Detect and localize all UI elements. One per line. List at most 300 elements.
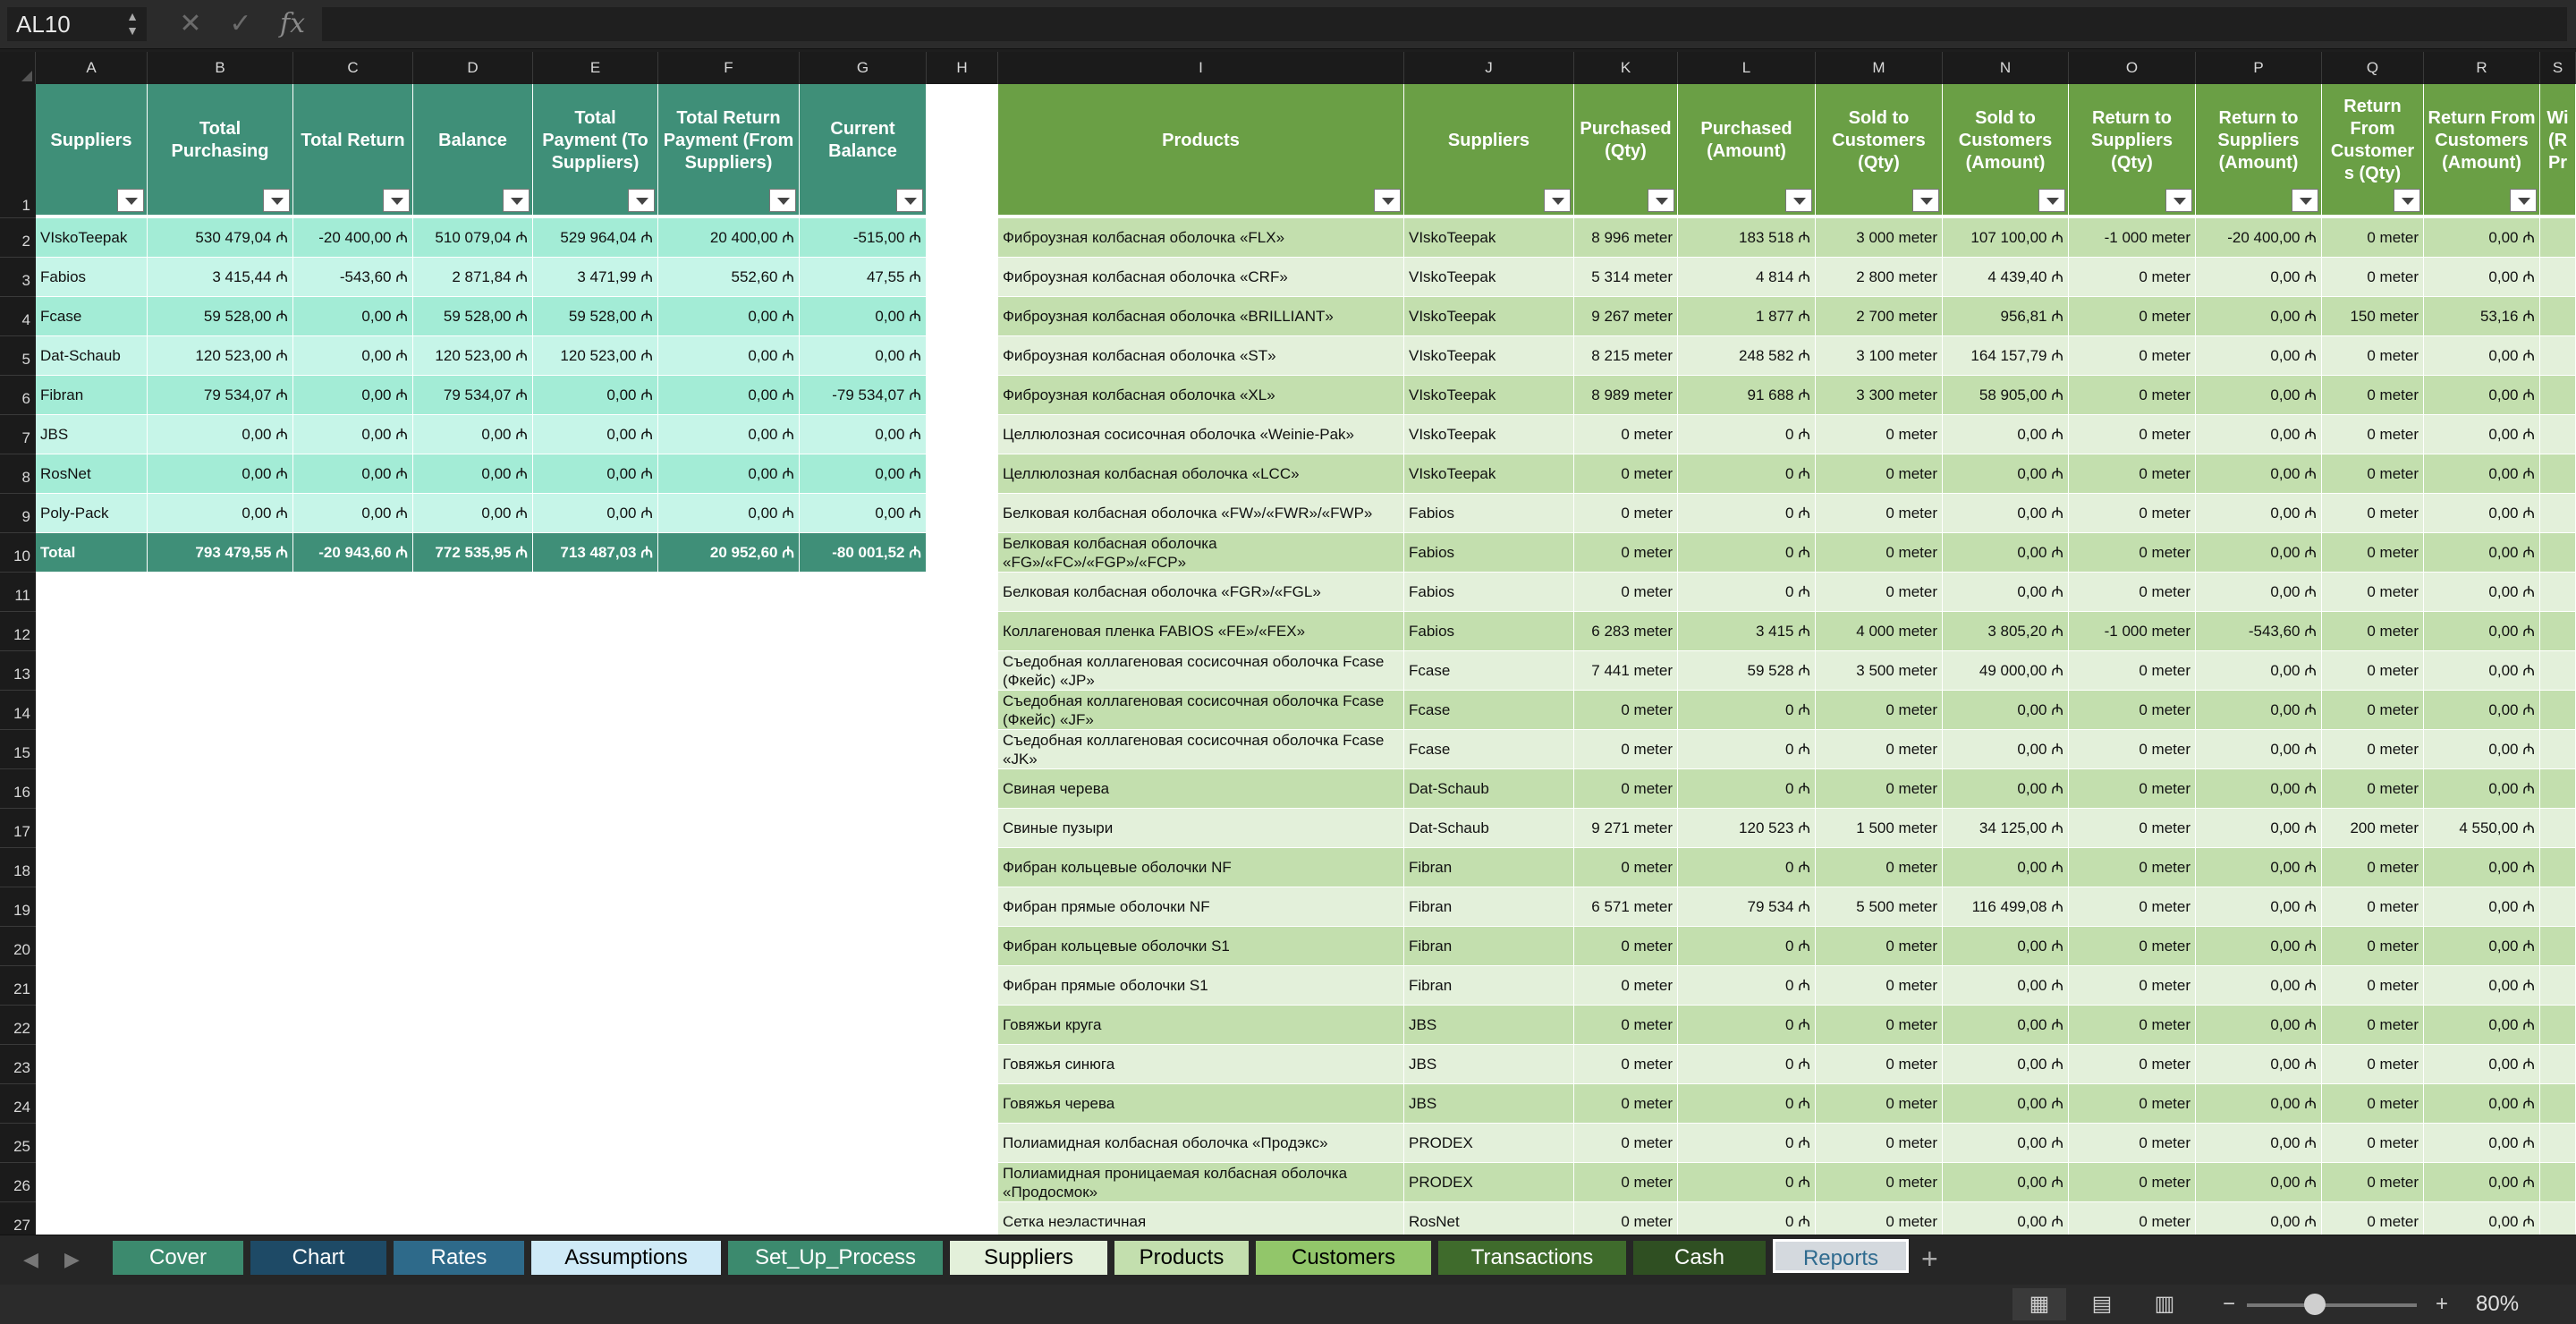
value-cell[interactable]: 0 meter xyxy=(1816,966,1943,1006)
value-cell[interactable]: 0 meter xyxy=(1816,1006,1943,1045)
value-cell[interactable]: 116 499,08 ₼ xyxy=(1943,887,2069,927)
value-cell[interactable]: 3 500 meter xyxy=(1816,651,1943,691)
value-cell[interactable] xyxy=(2540,1084,2576,1124)
row-header[interactable]: 13 xyxy=(0,651,36,691)
row-header[interactable]: 21 xyxy=(0,966,36,1006)
value-cell[interactable]: 2 700 meter xyxy=(1816,297,1943,336)
column-header-j[interactable]: J xyxy=(1404,52,1574,84)
value-cell[interactable]: 0,00 ₼ xyxy=(800,454,927,494)
value-cell[interactable]: 0,00 ₼ xyxy=(148,415,293,454)
value-cell[interactable]: 1 877 ₼ xyxy=(1678,297,1816,336)
value-cell[interactable]: -543,60 ₼ xyxy=(2196,612,2322,651)
value-cell[interactable]: 6 283 meter xyxy=(1574,612,1678,651)
supplier-name-cell[interactable]: RosNet xyxy=(36,454,148,494)
value-cell[interactable]: 0,00 ₼ xyxy=(2424,691,2540,730)
value-cell[interactable]: 0 meter xyxy=(2322,730,2424,769)
value-cell[interactable] xyxy=(2540,258,2576,297)
value-cell[interactable]: 0,00 ₼ xyxy=(1943,730,2069,769)
page-layout-view-icon[interactable]: ▤ xyxy=(2091,1292,2113,1316)
product-name-cell[interactable]: Целлюлозная колбасная оболочка «LCC» xyxy=(998,454,1404,494)
product-name-cell[interactable]: Фибран кольцевые оболочки S1 xyxy=(998,927,1404,966)
value-cell[interactable]: 0,00 ₼ xyxy=(658,415,800,454)
value-cell[interactable]: 0,00 ₼ xyxy=(1943,1084,2069,1124)
column-header-e[interactable]: E xyxy=(533,52,658,84)
value-cell[interactable]: 0 ₼ xyxy=(1678,848,1816,887)
product-name-cell[interactable]: Фибран прямые оболочки S1 xyxy=(998,966,1404,1006)
column-header-a[interactable]: A xyxy=(36,52,148,84)
total-label-cell[interactable]: Total xyxy=(36,533,148,573)
value-cell[interactable]: 0,00 ₼ xyxy=(2424,258,2540,297)
product-name-cell[interactable]: Фибран кольцевые оболочки NF xyxy=(998,848,1404,887)
supplier-cell[interactable]: PRODEX xyxy=(1404,1163,1574,1202)
value-cell[interactable]: 0 meter xyxy=(1816,927,1943,966)
value-cell[interactable]: 0 meter xyxy=(2069,769,2196,809)
value-cell[interactable] xyxy=(2540,1006,2576,1045)
value-cell[interactable]: -543,60 ₼ xyxy=(293,258,413,297)
product-name-cell[interactable]: Сетка неэластичная xyxy=(998,1202,1404,1235)
filter-dropdown-icon[interactable] xyxy=(2038,189,2065,212)
value-cell[interactable]: 0,00 ₼ xyxy=(293,297,413,336)
column-header-c[interactable]: C xyxy=(293,52,413,84)
value-cell[interactable]: 0,00 ₼ xyxy=(800,494,927,533)
value-cell[interactable] xyxy=(2540,336,2576,376)
value-cell[interactable]: 0 meter xyxy=(1574,1084,1678,1124)
value-cell[interactable]: 0 ₼ xyxy=(1678,415,1816,454)
row-header[interactable]: 5 xyxy=(0,336,36,376)
value-cell[interactable]: 0 meter xyxy=(2322,376,2424,415)
row-header[interactable]: 6 xyxy=(0,376,36,415)
value-cell[interactable]: 0,00 ₼ xyxy=(413,494,533,533)
name-box-stepper-icon[interactable]: ▲ ▼ xyxy=(126,9,139,38)
product-name-cell[interactable]: Коллагеновая пленка FABIOS «FE»/«FEX» xyxy=(998,612,1404,651)
value-cell[interactable]: 164 157,79 ₼ xyxy=(1943,336,2069,376)
value-cell[interactable]: 0,00 ₼ xyxy=(2196,887,2322,927)
product-name-cell[interactable]: Говяжья синюга xyxy=(998,1045,1404,1084)
product-name-cell[interactable]: Съедобная коллагеновая сосисочная оболочка Fcase (Фкейс) «JF» xyxy=(998,691,1404,730)
value-cell[interactable]: 107 100,00 ₼ xyxy=(1943,218,2069,258)
value-cell[interactable]: 6 571 meter xyxy=(1574,887,1678,927)
value-cell[interactable] xyxy=(2540,691,2576,730)
value-cell[interactable]: 0,00 ₼ xyxy=(658,376,800,415)
value-cell[interactable]: 0 meter xyxy=(2322,454,2424,494)
product-name-cell[interactable]: Съедобная коллагеновая сосисочная оболочка Fcase (Фкейс) «JP» xyxy=(998,651,1404,691)
value-cell[interactable]: 0 meter xyxy=(1574,533,1678,573)
value-cell[interactable]: 4 814 ₼ xyxy=(1678,258,1816,297)
value-cell[interactable] xyxy=(2540,809,2576,848)
supplier-cell[interactable]: VIskoTeepak xyxy=(1404,258,1574,297)
value-cell[interactable]: 0 ₼ xyxy=(1678,769,1816,809)
column-header-s[interactable]: S xyxy=(2540,52,2576,84)
value-cell[interactable]: 0,00 ₼ xyxy=(2196,730,2322,769)
value-cell[interactable]: 0 meter xyxy=(2322,533,2424,573)
value-cell[interactable]: 0 meter xyxy=(1574,573,1678,612)
filter-dropdown-icon[interactable] xyxy=(1544,189,1571,212)
value-cell[interactable]: 0,00 ₼ xyxy=(2196,1202,2322,1235)
value-cell[interactable]: 0,00 ₼ xyxy=(2196,1163,2322,1202)
column-header-g[interactable]: G xyxy=(800,52,927,84)
value-cell[interactable]: 0,00 ₼ xyxy=(2424,769,2540,809)
value-cell[interactable]: -20 400,00 ₼ xyxy=(293,218,413,258)
product-name-cell[interactable]: Говяжьи круга xyxy=(998,1006,1404,1045)
value-cell[interactable]: 0 meter xyxy=(2069,336,2196,376)
value-cell[interactable]: 0 ₼ xyxy=(1678,966,1816,1006)
filter-dropdown-icon[interactable] xyxy=(1648,189,1674,212)
supplier-cell[interactable]: VIskoTeepak xyxy=(1404,454,1574,494)
value-cell[interactable]: 0,00 ₼ xyxy=(1943,415,2069,454)
row-header[interactable]: 24 xyxy=(0,1084,36,1124)
value-cell[interactable]: 0 meter xyxy=(2322,887,2424,927)
value-cell[interactable] xyxy=(2540,573,2576,612)
value-cell[interactable]: 0,00 ₼ xyxy=(2196,376,2322,415)
value-cell[interactable] xyxy=(2540,218,2576,258)
page-break-view-icon[interactable]: ▥ xyxy=(2154,1292,2175,1316)
value-cell[interactable]: 0 ₼ xyxy=(1678,1124,1816,1163)
value-cell[interactable]: 0 meter xyxy=(2322,1163,2424,1202)
value-cell[interactable]: -20 400,00 ₼ xyxy=(2196,218,2322,258)
value-cell[interactable]: 0,00 ₼ xyxy=(2424,454,2540,494)
total-value-cell[interactable]: 772 535,95 ₼ xyxy=(413,533,533,573)
value-cell[interactable]: 0,00 ₼ xyxy=(2424,376,2540,415)
column-header-f[interactable]: F xyxy=(658,52,800,84)
supplier-cell[interactable]: Fabios xyxy=(1404,573,1574,612)
value-cell[interactable]: 0 meter xyxy=(1816,533,1943,573)
value-cell[interactable]: 0,00 ₼ xyxy=(2196,1124,2322,1163)
row-header[interactable]: 7 xyxy=(0,415,36,454)
value-cell[interactable]: 5 500 meter xyxy=(1816,887,1943,927)
value-cell[interactable]: 0 meter xyxy=(1574,1006,1678,1045)
value-cell[interactable]: 0,00 ₼ xyxy=(533,376,658,415)
sheet-tab-chart[interactable]: Chart xyxy=(250,1241,386,1275)
row-header[interactable]: 17 xyxy=(0,809,36,848)
value-cell[interactable]: 0 meter xyxy=(2069,454,2196,494)
row-header[interactable]: 1 xyxy=(0,84,36,218)
column-header-r[interactable]: R xyxy=(2424,52,2540,84)
value-cell[interactable]: 0 meter xyxy=(2069,651,2196,691)
value-cell[interactable]: 0,00 ₼ xyxy=(148,454,293,494)
scroll-right-icon[interactable]: ▶ xyxy=(64,1248,80,1270)
value-cell[interactable]: 59 528,00 ₼ xyxy=(148,297,293,336)
value-cell[interactable]: 0 meter xyxy=(2069,258,2196,297)
value-cell[interactable]: 0,00 ₼ xyxy=(293,336,413,376)
supplier-cell[interactable]: Fibran xyxy=(1404,966,1574,1006)
value-cell[interactable]: 0 ₼ xyxy=(1678,494,1816,533)
value-cell[interactable]: 0 meter xyxy=(2069,809,2196,848)
value-cell[interactable]: 0,00 ₼ xyxy=(2424,573,2540,612)
supplier-cell[interactable]: JBS xyxy=(1404,1006,1574,1045)
value-cell[interactable] xyxy=(2540,1202,2576,1235)
value-cell[interactable]: 59 528,00 ₼ xyxy=(533,297,658,336)
row-header[interactable]: 15 xyxy=(0,730,36,769)
value-cell[interactable]: 0 ₼ xyxy=(1678,927,1816,966)
row-header[interactable]: 27 xyxy=(0,1202,36,1235)
value-cell[interactable]: 0 meter xyxy=(1574,769,1678,809)
value-cell[interactable]: 79 534 ₼ xyxy=(1678,887,1816,927)
value-cell[interactable]: -1 000 meter xyxy=(2069,218,2196,258)
supplier-cell[interactable]: Dat-Schaub xyxy=(1404,809,1574,848)
value-cell[interactable]: 0,00 ₼ xyxy=(1943,533,2069,573)
value-cell[interactable]: 0 meter xyxy=(2069,297,2196,336)
filter-dropdown-icon[interactable] xyxy=(503,189,530,212)
sheet-tab-transactions[interactable]: Transactions xyxy=(1438,1241,1626,1275)
value-cell[interactable] xyxy=(2540,1163,2576,1202)
total-value-cell[interactable]: -80 001,52 ₼ xyxy=(800,533,927,573)
value-cell[interactable]: 0,00 ₼ xyxy=(2196,769,2322,809)
scroll-left-icon[interactable]: ◀ xyxy=(23,1248,38,1270)
value-cell[interactable]: 8 996 meter xyxy=(1574,218,1678,258)
zoom-out-icon[interactable]: − xyxy=(2222,1292,2235,1316)
zoom-slider-thumb[interactable] xyxy=(2304,1294,2326,1315)
value-cell[interactable]: 0 meter xyxy=(2322,1045,2424,1084)
value-cell[interactable]: 0 meter xyxy=(1574,1045,1678,1084)
value-cell[interactable]: 0,00 ₼ xyxy=(2424,1084,2540,1124)
value-cell[interactable]: 0 meter xyxy=(2322,612,2424,651)
value-cell[interactable]: 0,00 ₼ xyxy=(2196,494,2322,533)
value-cell[interactable]: 91 688 ₼ xyxy=(1678,376,1816,415)
value-cell[interactable]: 0,00 ₼ xyxy=(2424,415,2540,454)
value-cell[interactable]: 0 meter xyxy=(2322,1202,2424,1235)
value-cell[interactable]: 0 meter xyxy=(2069,927,2196,966)
value-cell[interactable]: 0,00 ₼ xyxy=(2424,612,2540,651)
row-header[interactable]: 4 xyxy=(0,297,36,336)
function-icon[interactable]: fx xyxy=(279,8,306,39)
value-cell[interactable]: 120 523,00 ₼ xyxy=(148,336,293,376)
value-cell[interactable]: 0,00 ₼ xyxy=(1943,966,2069,1006)
row-header[interactable]: 23 xyxy=(0,1045,36,1084)
value-cell[interactable]: 0 meter xyxy=(2322,415,2424,454)
value-cell[interactable] xyxy=(2540,887,2576,927)
value-cell[interactable]: 150 meter xyxy=(2322,297,2424,336)
value-cell[interactable] xyxy=(2540,966,2576,1006)
row-header[interactable]: 18 xyxy=(0,848,36,887)
value-cell[interactable]: 0 meter xyxy=(1816,1202,1943,1235)
value-cell[interactable]: 0,00 ₼ xyxy=(148,494,293,533)
value-cell[interactable]: 49 000,00 ₼ xyxy=(1943,651,2069,691)
product-name-cell[interactable]: Говяжья черева xyxy=(998,1084,1404,1124)
value-cell[interactable]: 3 415,44 ₼ xyxy=(148,258,293,297)
product-name-cell[interactable]: Фиброузная колбасная оболочка «FLX» xyxy=(998,218,1404,258)
value-cell[interactable]: 510 079,04 ₼ xyxy=(413,218,533,258)
value-cell[interactable]: 3 100 meter xyxy=(1816,336,1943,376)
value-cell[interactable]: 0 meter xyxy=(1574,1163,1678,1202)
value-cell[interactable]: 0,00 ₼ xyxy=(1943,848,2069,887)
value-cell[interactable]: 0,00 ₼ xyxy=(2196,966,2322,1006)
row-header[interactable]: 8 xyxy=(0,454,36,494)
value-cell[interactable]: 0 meter xyxy=(2322,691,2424,730)
product-name-cell[interactable]: Полиамидная колбасная оболочка «Продэкс» xyxy=(998,1124,1404,1163)
value-cell[interactable]: 0 meter xyxy=(2069,1084,2196,1124)
supplier-cell[interactable]: Fibran xyxy=(1404,848,1574,887)
value-cell[interactable]: 0,00 ₼ xyxy=(1943,1006,2069,1045)
value-cell[interactable]: 0,00 ₼ xyxy=(2196,573,2322,612)
value-cell[interactable]: 0,00 ₼ xyxy=(2196,1045,2322,1084)
filter-dropdown-icon[interactable] xyxy=(2165,189,2192,212)
value-cell[interactable]: 0,00 ₼ xyxy=(800,297,927,336)
supplier-cell[interactable]: Fcase xyxy=(1404,691,1574,730)
value-cell[interactable]: 0,00 ₼ xyxy=(2424,1163,2540,1202)
supplier-name-cell[interactable]: Dat-Schaub xyxy=(36,336,148,376)
value-cell[interactable]: 0 meter xyxy=(1816,848,1943,887)
product-name-cell[interactable]: Белковая колбасная оболочка «FW»/«FWR»/«FWP» xyxy=(998,494,1404,533)
value-cell[interactable]: 0,00 ₼ xyxy=(2196,415,2322,454)
value-cell[interactable]: 0 meter xyxy=(1816,730,1943,769)
value-cell[interactable]: 0,00 ₼ xyxy=(2196,258,2322,297)
value-cell[interactable]: 4 439,40 ₼ xyxy=(1943,258,2069,297)
value-cell[interactable]: 0 ₼ xyxy=(1678,573,1816,612)
value-cell[interactable]: 0,00 ₼ xyxy=(658,454,800,494)
value-cell[interactable]: 0,00 ₼ xyxy=(2196,651,2322,691)
value-cell[interactable]: 0,00 ₼ xyxy=(1943,927,2069,966)
value-cell[interactable]: 0 meter xyxy=(1816,415,1943,454)
sheet-tab-rates[interactable]: Rates xyxy=(394,1241,524,1275)
value-cell[interactable]: 0,00 ₼ xyxy=(2196,1006,2322,1045)
value-cell[interactable]: 0 meter xyxy=(1816,454,1943,494)
value-cell[interactable]: 0 meter xyxy=(2322,258,2424,297)
zoom-slider[interactable] xyxy=(2247,1303,2417,1307)
value-cell[interactable]: 0,00 ₼ xyxy=(2196,454,2322,494)
value-cell[interactable]: 0,00 ₼ xyxy=(2196,336,2322,376)
value-cell[interactable]: 5 314 meter xyxy=(1574,258,1678,297)
value-cell[interactable]: 0 meter xyxy=(1574,1202,1678,1235)
supplier-name-cell[interactable]: JBS xyxy=(36,415,148,454)
value-cell[interactable] xyxy=(2540,1045,2576,1084)
total-value-cell[interactable]: 793 479,55 ₼ xyxy=(148,533,293,573)
value-cell[interactable]: 0,00 ₼ xyxy=(293,376,413,415)
row-header[interactable]: 26 xyxy=(0,1163,36,1202)
sheet-tab-assumptions[interactable]: Assumptions xyxy=(531,1241,721,1275)
value-cell[interactable]: 0 meter xyxy=(1816,1084,1943,1124)
value-cell[interactable]: 47,55 ₼ xyxy=(800,258,927,297)
supplier-cell[interactable]: Fabios xyxy=(1404,612,1574,651)
value-cell[interactable]: 200 meter xyxy=(2322,809,2424,848)
value-cell[interactable]: 0 meter xyxy=(2069,1163,2196,1202)
row-header[interactable]: 25 xyxy=(0,1124,36,1163)
total-value-cell[interactable]: -20 943,60 ₼ xyxy=(293,533,413,573)
value-cell[interactable]: 0,00 ₼ xyxy=(1943,494,2069,533)
column-header-h[interactable]: H xyxy=(927,52,998,84)
row-header[interactable]: 10 xyxy=(0,533,36,573)
value-cell[interactable]: 0 meter xyxy=(1574,730,1678,769)
value-cell[interactable]: 0,00 ₼ xyxy=(293,454,413,494)
value-cell[interactable]: 0,00 ₼ xyxy=(658,297,800,336)
value-cell[interactable]: 34 125,00 ₼ xyxy=(1943,809,2069,848)
value-cell[interactable]: 4 550,00 ₼ xyxy=(2424,809,2540,848)
value-cell[interactable]: 0,00 ₼ xyxy=(2424,336,2540,376)
value-cell[interactable]: 0 meter xyxy=(2322,651,2424,691)
value-cell[interactable]: 53,16 ₼ xyxy=(2424,297,2540,336)
select-all-corner[interactable] xyxy=(0,52,36,84)
value-cell[interactable]: 0 meter xyxy=(2069,848,2196,887)
filter-dropdown-icon[interactable] xyxy=(1912,189,1939,212)
value-cell[interactable]: 0,00 ₼ xyxy=(2196,927,2322,966)
value-cell[interactable]: 0,00 ₼ xyxy=(2196,1084,2322,1124)
supplier-cell[interactable]: VIskoTeepak xyxy=(1404,336,1574,376)
value-cell[interactable]: 0 ₼ xyxy=(1678,691,1816,730)
value-cell[interactable]: 0 meter xyxy=(1816,1163,1943,1202)
value-cell[interactable]: 0 meter xyxy=(2069,1124,2196,1163)
value-cell[interactable] xyxy=(2540,297,2576,336)
value-cell[interactable]: 0,00 ₼ xyxy=(293,415,413,454)
row-header[interactable]: 9 xyxy=(0,494,36,533)
sheet-tab-reports[interactable]: Reports xyxy=(1773,1239,1909,1273)
value-cell[interactable]: 0,00 ₼ xyxy=(2424,848,2540,887)
value-cell[interactable]: 0 meter xyxy=(1816,769,1943,809)
value-cell[interactable]: 0 meter xyxy=(2069,533,2196,573)
column-header-m[interactable]: M xyxy=(1816,52,1943,84)
value-cell[interactable]: 0,00 ₼ xyxy=(533,415,658,454)
value-cell[interactable]: 0,00 ₼ xyxy=(800,415,927,454)
value-cell[interactable]: 529 964,04 ₼ xyxy=(533,218,658,258)
value-cell[interactable]: 2 800 meter xyxy=(1816,258,1943,297)
value-cell[interactable]: 0 ₼ xyxy=(1678,1163,1816,1202)
value-cell[interactable] xyxy=(2540,848,2576,887)
value-cell[interactable]: 8 215 meter xyxy=(1574,336,1678,376)
row-header[interactable]: 14 xyxy=(0,691,36,730)
row-header[interactable]: 19 xyxy=(0,887,36,927)
value-cell[interactable]: 0,00 ₼ xyxy=(658,494,800,533)
cancel-icon[interactable]: ✕ xyxy=(179,9,202,38)
value-cell[interactable]: 0,00 ₼ xyxy=(1943,1163,2069,1202)
value-cell[interactable]: 0 meter xyxy=(1574,966,1678,1006)
value-cell[interactable]: 59 528,00 ₼ xyxy=(413,297,533,336)
value-cell[interactable]: 0,00 ₼ xyxy=(2196,533,2322,573)
column-header-l[interactable]: L xyxy=(1678,52,1816,84)
value-cell[interactable]: 0 meter xyxy=(2069,887,2196,927)
column-header-o[interactable]: O xyxy=(2069,52,2196,84)
column-header-i[interactable]: I xyxy=(998,52,1404,84)
filter-dropdown-icon[interactable] xyxy=(263,189,290,212)
value-cell[interactable]: 0,00 ₼ xyxy=(2424,887,2540,927)
value-cell[interactable]: 0,00 ₼ xyxy=(533,454,658,494)
total-value-cell[interactable]: 20 952,60 ₼ xyxy=(658,533,800,573)
value-cell[interactable]: 0,00 ₼ xyxy=(658,336,800,376)
value-cell[interactable]: 0 meter xyxy=(2322,336,2424,376)
value-cell[interactable] xyxy=(2540,612,2576,651)
supplier-cell[interactable]: Fabios xyxy=(1404,494,1574,533)
value-cell[interactable]: 0 meter xyxy=(1574,848,1678,887)
row-header[interactable]: 12 xyxy=(0,612,36,651)
product-name-cell[interactable]: Фиброузная колбасная оболочка «ST» xyxy=(998,336,1404,376)
row-header[interactable]: 11 xyxy=(0,573,36,612)
row-header[interactable]: 20 xyxy=(0,927,36,966)
sheet-tab-suppliers[interactable]: Suppliers xyxy=(950,1241,1107,1275)
value-cell[interactable]: 0,00 ₼ xyxy=(2424,966,2540,1006)
spreadsheet-grid[interactable] xyxy=(0,52,2576,1235)
product-name-cell[interactable]: Съедобная коллагеновая сосисочная оболочка Fcase «JK» xyxy=(998,730,1404,769)
supplier-cell[interactable]: JBS xyxy=(1404,1045,1574,1084)
zoom-in-icon[interactable]: + xyxy=(2435,1292,2448,1316)
column-header-b[interactable]: B xyxy=(148,52,293,84)
column-header-d[interactable]: D xyxy=(413,52,533,84)
filter-dropdown-icon[interactable] xyxy=(1785,189,1812,212)
supplier-cell[interactable]: VIskoTeepak xyxy=(1404,218,1574,258)
value-cell[interactable]: 0 meter xyxy=(1574,454,1678,494)
product-name-cell[interactable]: Полиамидная проницаемая колбасная оболочка «Продосмок» xyxy=(998,1163,1404,1202)
value-cell[interactable]: 0 meter xyxy=(2069,1006,2196,1045)
value-cell[interactable]: 0 meter xyxy=(1574,691,1678,730)
value-cell[interactable]: 0 meter xyxy=(2322,966,2424,1006)
supplier-cell[interactable]: Dat-Schaub xyxy=(1404,769,1574,809)
value-cell[interactable]: 0,00 ₼ xyxy=(1943,1202,2069,1235)
value-cell[interactable]: 1 500 meter xyxy=(1816,809,1943,848)
value-cell[interactable]: 0 meter xyxy=(2322,1006,2424,1045)
supplier-cell[interactable]: PRODEX xyxy=(1404,1124,1574,1163)
product-name-cell[interactable]: Фиброузная колбасная оболочка «XL» xyxy=(998,376,1404,415)
value-cell[interactable]: 0 meter xyxy=(2322,494,2424,533)
sheet-tab-cover[interactable]: Cover xyxy=(113,1241,243,1275)
supplier-cell[interactable]: VIskoTeepak xyxy=(1404,297,1574,336)
value-cell[interactable]: 0,00 ₼ xyxy=(293,494,413,533)
value-cell[interactable]: 0,00 ₼ xyxy=(1943,691,2069,730)
